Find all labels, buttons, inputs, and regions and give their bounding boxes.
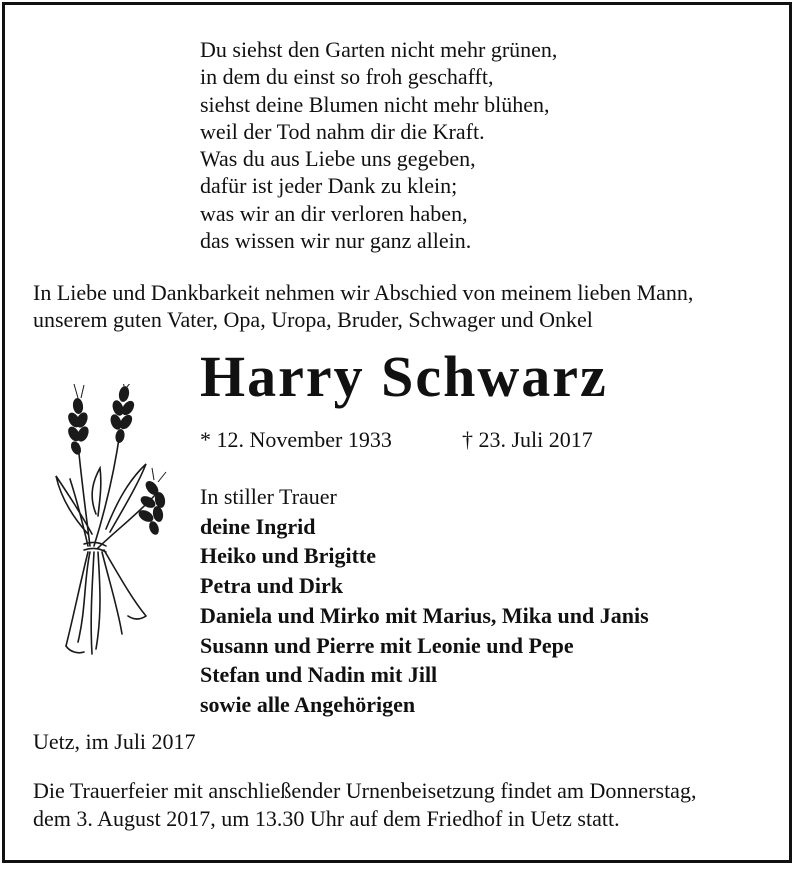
wheat-bundle-icon [48,384,178,664]
service-line-1: Die Trauerfeier mit anschließender Urnenbeisetzung findet am Donnerstag, [33,778,697,803]
mourner-name: Petra und Dirk [200,573,343,599]
poem-line: was wir an dir verloren haben, [200,200,468,226]
poem-line: weil der Tod nahm dir die Kraft. [200,118,485,144]
mourner-name: Daniela und Mirko mit Marius, Mika und Janis [200,602,649,628]
intro-line-2: unserem guten Vater, Opa, Uropa, Bruder, Schwager und Onkel [33,307,593,332]
poem [200,36,557,254]
poem-line: Du siehst den Garten nicht mehr grünen, [200,37,558,62]
mourners [200,482,649,720]
mourner-name: Heiko und Brigitte [200,543,377,569]
mourners-heading: In stiller Trauer [200,484,337,509]
poem-line: dafür ist jeder Dank zu klein; [200,173,458,199]
farewell-intro [33,279,693,333]
service-info [33,777,696,833]
poem-line: in dem du einst so froh geschafft, [200,64,494,90]
mourner-name: Stefan und Nadin mit Jill [200,662,438,688]
poem-line: siehst deine Blumen nicht mehr blühen, [200,91,550,117]
poem-line: Was du aus Liebe uns gegeben, [200,146,476,172]
poem-line: das wissen wir nur ganz allein. [200,228,472,254]
service-line-2: dem 3. August 2017, um 13.30 Uhr auf dem Friedhof in Uetz statt. [33,806,620,831]
deceased-name: Harry Schwarz [200,344,608,409]
intro-line-1: In Liebe und Dankbarkeit nehmen wir Abschied von meinem lieben Mann, [33,280,694,305]
place-date: Uetz, im Juli 2017 [33,729,196,754]
birth-date: * 12. November 1933 [200,427,392,452]
mourner-name: deine Ingrid [200,513,316,539]
death-date: † 23. Juli 2017 [462,427,593,452]
mourner-name: sowie alle Angehörigen [200,691,416,717]
mourner-name: Susann und Pierre mit Leonie und Pepe [200,632,574,658]
